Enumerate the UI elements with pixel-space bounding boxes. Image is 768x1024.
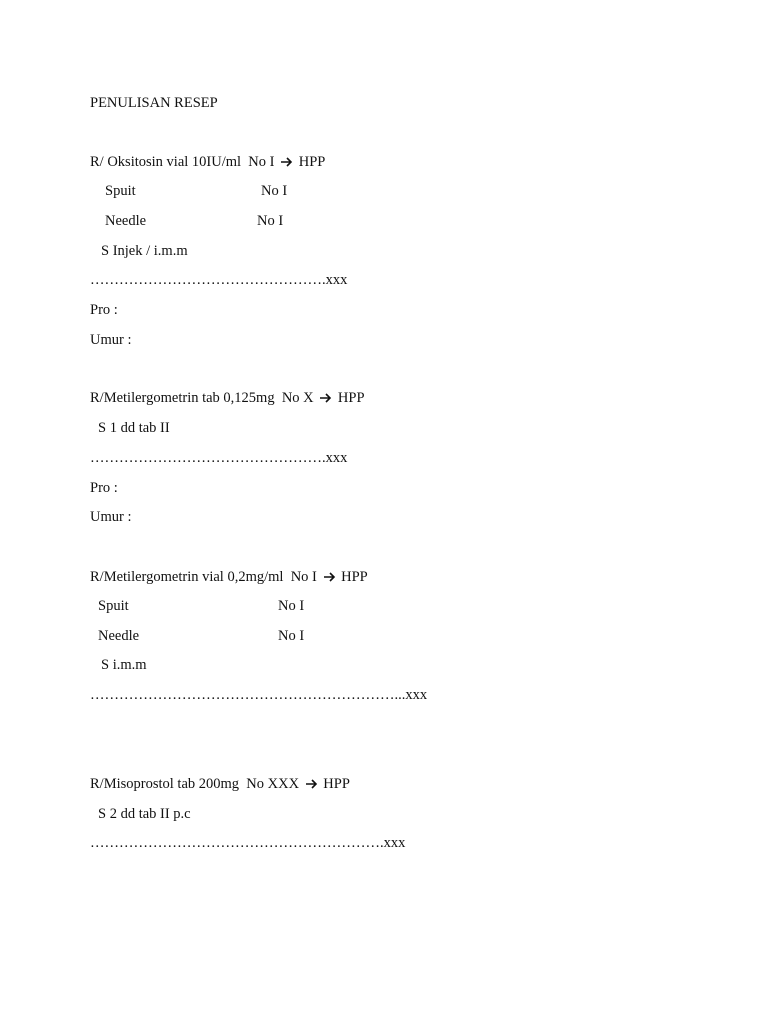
- rx4-signa: S 2 dd tab II p.c: [98, 806, 191, 822]
- rx4-result: HPP: [323, 776, 350, 792]
- arrow-right-icon: [319, 391, 332, 409]
- arrow-right-icon: [323, 570, 336, 588]
- rx3-item-name: Needle: [98, 628, 140, 644]
- rx1-signa: S Injek / i.m.m: [101, 243, 188, 259]
- rx2-signa: S 1 dd tab II: [98, 420, 170, 436]
- rx1-item-qty: No I: [261, 183, 288, 199]
- rx2-drug: R/Metilergometrin tab 0,125mg No X: [90, 390, 314, 406]
- rx2-pro: Pro :: [90, 480, 118, 496]
- rx1-drug-line: [90, 153, 325, 173]
- rx1-umur: Umur :: [90, 332, 132, 348]
- rx1-drug: R/ Oksitosin vial 10IU/ml No I: [90, 154, 275, 170]
- rx2-result: HPP: [337, 390, 365, 406]
- rx4-drug-line: [90, 775, 350, 795]
- rx2-signature-line: ………………………………………….xxx: [90, 450, 348, 466]
- rx3-item-name: Spuit: [98, 598, 129, 614]
- rx1-item-name: Needle: [105, 213, 147, 229]
- rx3-signature-line: ………………………………………………………...xxx: [90, 687, 428, 703]
- rx4-signature-line: …………………………………………………….xxx: [90, 835, 406, 851]
- arrow-right-icon: [305, 777, 318, 795]
- rx3-result: HPP: [341, 569, 368, 585]
- rx1-pro: Pro :: [90, 302, 118, 318]
- rx3-drug-line: [90, 568, 368, 588]
- page-title: PENULISAN RESEP: [90, 95, 218, 111]
- rx1-item-name: Spuit: [105, 183, 136, 199]
- arrow-right-icon: [280, 155, 293, 173]
- rx3-signa: S i.m.m: [101, 657, 147, 673]
- rx1-signature-line: ………………………………………….xxx: [90, 272, 348, 288]
- rx2-drug-line: [90, 389, 365, 409]
- rx3-drug: R/Metilergometrin vial 0,2mg/ml No I: [90, 569, 317, 585]
- rx1-item-qty: No I: [257, 213, 284, 229]
- rx3-item-qty: No I: [278, 598, 305, 614]
- rx4-drug: R/Misoprostol tab 200mg No XXX: [90, 776, 300, 792]
- rx3-item-qty: No I: [278, 628, 305, 644]
- rx1-result: HPP: [298, 154, 326, 170]
- rx2-umur: Umur :: [90, 509, 132, 525]
